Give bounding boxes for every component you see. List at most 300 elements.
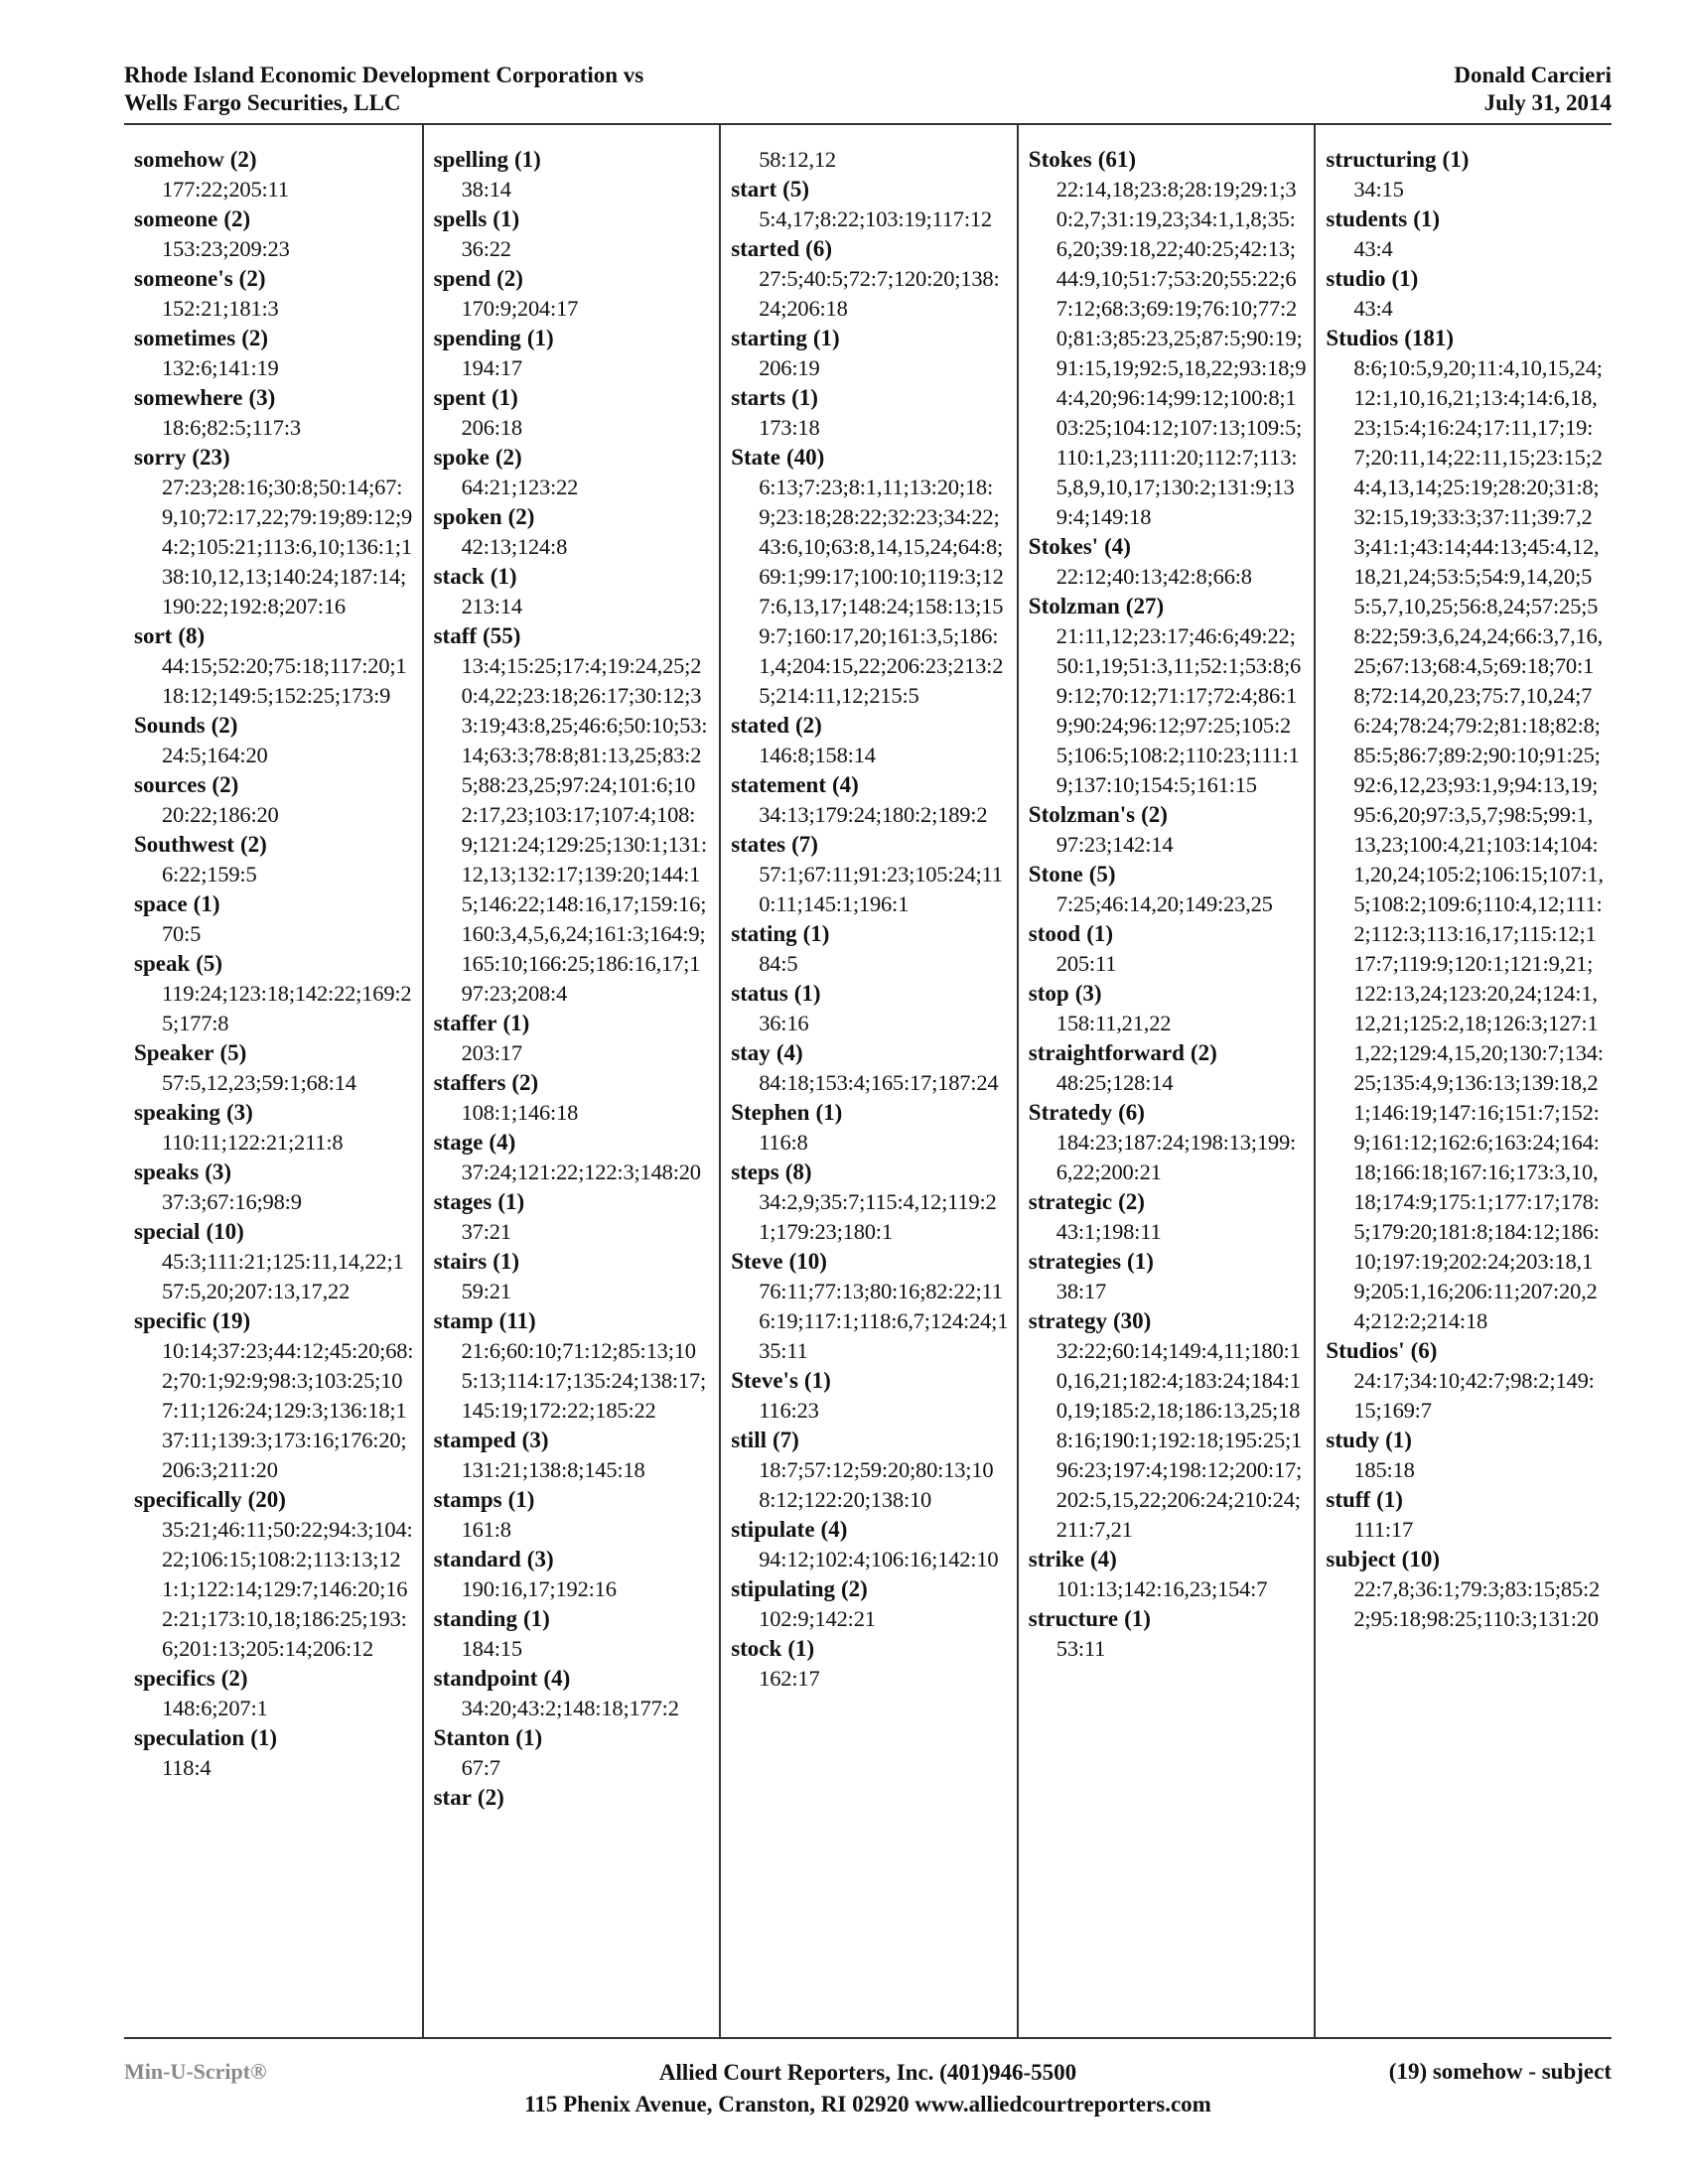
index-entry [434, 1604, 712, 1664]
term-count: (1) [526, 326, 554, 350]
index-term [434, 621, 712, 651]
index-term [731, 830, 1009, 860]
term-count: (1) [1086, 921, 1114, 946]
term-count: (1) [490, 564, 517, 589]
index-term [731, 1426, 1009, 1455]
index-term [1326, 145, 1604, 175]
page-line-refs: 32:22;60:14;149:4,11;180:10,16,21;182:4;183:24;184:10,19;185:2,18;186:13,25;188:16;190:1;192:18;195:25;196:23;197:4;198:12;200:17;202:5,15,22;206:24;210:24;211:7,21 [1055, 1338, 1303, 1542]
index-term [1029, 860, 1307, 889]
index-entry [434, 1247, 712, 1306]
term-count: (2) [1141, 802, 1168, 827]
term-word: stipulate [731, 1517, 815, 1542]
term-count: (30) [1112, 1308, 1152, 1333]
term-word: subject [1326, 1547, 1396, 1571]
index-column-1 [124, 125, 422, 2037]
term-word: stamped [433, 1428, 516, 1452]
index-column-2 [422, 125, 720, 2037]
term-word: Southwest [134, 832, 234, 857]
index-term [434, 145, 712, 175]
term-word: specific [134, 1308, 207, 1333]
index-term [731, 919, 1009, 949]
index-term [1326, 1485, 1604, 1515]
page-line-refs: 101:13;142:16,23;154:7 [1055, 1576, 1268, 1601]
index-entry [1029, 860, 1307, 919]
index-term [434, 383, 712, 413]
term-count: (1) [815, 1100, 843, 1125]
term-word: spelling [433, 147, 509, 172]
index-entry [434, 1783, 712, 1813]
case-title-line1: Rhode Island Economic Development Corporation vs [124, 63, 644, 87]
term-count: (23) [192, 445, 230, 470]
index-term [134, 443, 414, 473]
term-word: sometimes [134, 326, 236, 350]
index-term [731, 383, 1009, 413]
term-word: stock [731, 1636, 782, 1661]
index-entry [731, 1098, 1009, 1158]
index-entry [731, 830, 1009, 919]
case-title-line2: Wells Fargo Securities, LLC [124, 90, 401, 115]
page-line-refs: 13:4;15:25;17:4;19:24,25;20:4,22;23:18;26:17;30:12;33:19;43:8,25;46:6;50:10;53:14;63:3;78:8;81:13,25;83:25;88:23,25;97:24;101:6;102:17,23;103:17;107:4;108:9;121:24;129:25;130:1;131:12,13;132:17;139:20;144:15;146:22;148:16,17;159:16;160:3,4,5,6,24;161:3;164:9;165:10;166:25;186:16,17;197:23;208:4 [461, 653, 708, 1006]
term-count: (40) [786, 445, 825, 470]
index-entry [434, 562, 712, 621]
term-word: Stone [1028, 862, 1083, 887]
page-range-label: (19) somehow - subject [1388, 2059, 1612, 2084]
index-term [1326, 1426, 1604, 1455]
index-term [134, 1217, 414, 1247]
term-count: (1) [803, 1368, 831, 1393]
term-word: Stolzman [1028, 594, 1120, 618]
index-entry [1326, 1485, 1604, 1545]
term-count: (8) [784, 1160, 812, 1184]
index-term [731, 324, 1009, 353]
term-word: spells [433, 206, 488, 231]
index-term [731, 770, 1009, 800]
term-count: (4) [489, 1130, 516, 1155]
term-word: started [731, 236, 800, 261]
term-word: strategic [1028, 1189, 1113, 1214]
term-count: (2) [229, 147, 257, 172]
term-count: (1) [791, 385, 818, 410]
index-entry [134, 205, 414, 264]
index-entry [731, 1038, 1009, 1098]
index-term [134, 205, 414, 234]
page-line-refs: 161:8 [461, 1517, 511, 1542]
term-count: (2) [211, 772, 239, 797]
index-entry [731, 443, 1009, 711]
index-term [1029, 1306, 1307, 1336]
index-term [134, 383, 414, 413]
index-entry [434, 1306, 712, 1426]
index-entry [434, 383, 712, 443]
index-term [134, 1723, 414, 1753]
term-word: stairs [433, 1249, 488, 1274]
index-entry [134, 1306, 414, 1485]
index-entry [434, 264, 712, 324]
index-term [434, 324, 712, 353]
page-line-refs: 152:21;181:3 [162, 296, 279, 321]
term-count: (5) [196, 951, 223, 976]
index-term [434, 1128, 712, 1158]
index-column-5 [1314, 125, 1612, 2037]
term-count: (2) [511, 1070, 539, 1095]
term-word: somewhere [134, 385, 243, 410]
index-entry [1029, 145, 1307, 532]
deposition-date: July 31, 2014 [1483, 90, 1612, 115]
term-count: (1) [507, 1487, 535, 1512]
term-word: Stanton [433, 1725, 510, 1750]
term-word: someone's [134, 266, 233, 291]
term-word: students [1326, 206, 1408, 231]
index-entry [731, 324, 1009, 383]
term-word: starting [731, 326, 807, 350]
page-line-refs: 116:8 [759, 1130, 808, 1155]
page-header [124, 62, 1612, 121]
index-entry [1029, 1306, 1307, 1545]
index-column-4 [1017, 125, 1315, 2037]
index-entry [434, 502, 712, 562]
index-entry [134, 1217, 414, 1306]
term-word: special [134, 1219, 201, 1244]
term-count: (10) [788, 1249, 827, 1274]
term-word: Stokes' [1028, 534, 1099, 559]
term-count: (1) [802, 921, 830, 946]
term-word: Studios [1326, 326, 1399, 350]
index-entry [731, 234, 1009, 324]
term-word: stated [731, 713, 789, 738]
index-entry [134, 711, 414, 770]
index-term [731, 1158, 1009, 1187]
term-count: (2) [223, 206, 251, 231]
term-count: (1) [1391, 266, 1419, 291]
term-count: (4) [543, 1666, 571, 1691]
term-word: Steve's [731, 1368, 798, 1393]
index-entry [1029, 592, 1307, 800]
term-word: Sounds [134, 713, 206, 738]
page-line-refs: 185:18 [1353, 1457, 1415, 1482]
index-entry [1029, 800, 1307, 860]
term-word: still [731, 1428, 767, 1452]
page-line-refs: 34:15 [1353, 177, 1404, 202]
index-term [134, 1664, 414, 1694]
term-word: structure [1028, 1606, 1119, 1631]
footer-divider [124, 2037, 1612, 2039]
term-count: (5) [1088, 862, 1116, 887]
index-term [434, 1009, 712, 1038]
index-term [1029, 919, 1307, 949]
page-line-refs: 190:16,17;192:16 [461, 1576, 617, 1601]
index-term [1029, 1604, 1307, 1634]
term-word: somehow [134, 147, 224, 172]
brand-mark: Min-U-Script® [124, 2059, 267, 2084]
page-line-refs: 44:15;52:20;75:18;117:20;118:12;149:5;152:25;173:9 [162, 653, 407, 708]
page-line-refs: 37:3;67:16;98:9 [162, 1189, 302, 1214]
term-count: (2) [494, 445, 522, 470]
index-term [1029, 1038, 1307, 1068]
company-address-web: 115 Phenix Avenue, Cranston, RI 02920 www.alliedcourtreporters.com [524, 2092, 1211, 2116]
index-term [1326, 324, 1604, 353]
index-entry [1326, 1545, 1604, 1634]
index-term [134, 264, 414, 294]
term-word: Stephen [731, 1100, 810, 1125]
page-line-refs: 84:18;153:4;165:17;187:24 [759, 1070, 999, 1095]
index-term [1326, 1336, 1604, 1366]
term-count: (3) [205, 1160, 232, 1184]
term-word: structuring [1326, 147, 1437, 172]
term-count: (1) [1124, 1606, 1151, 1631]
term-count: (2) [1118, 1189, 1145, 1214]
index-term [1029, 979, 1307, 1009]
term-count: (4) [775, 1040, 803, 1065]
index-term [134, 1306, 414, 1336]
index-entry [731, 1574, 1009, 1634]
term-count: (1) [515, 1725, 543, 1750]
page-line-refs: 205:11 [1055, 951, 1117, 976]
term-word: staffers [433, 1070, 506, 1095]
index-term [434, 1485, 712, 1515]
term-count: (2) [1190, 1040, 1217, 1065]
page-line-refs: 110:11;122:21;211:8 [162, 1130, 344, 1155]
term-count: (20) [247, 1487, 286, 1512]
witness-info [1454, 62, 1612, 117]
term-count: (3) [225, 1100, 253, 1125]
page-line-refs: 38:14 [461, 177, 511, 202]
page-line-refs: 119:24;123:18;142:22;169:25;177:8 [162, 981, 412, 1035]
index-entry [134, 324, 414, 383]
index-term [1326, 264, 1604, 294]
term-count: (3) [521, 1428, 549, 1452]
term-word: someone [134, 206, 218, 231]
term-word: sources [134, 772, 207, 797]
page-line-refs: 36:16 [759, 1011, 809, 1035]
term-count: (4) [1104, 534, 1131, 559]
index-entry [434, 205, 712, 264]
index-entry [134, 1485, 414, 1664]
page-line-refs: 76:11;77:13;80:16;82:22;116:19;117:1;118:6,7;124:24;135:11 [759, 1279, 1009, 1363]
index-term [1029, 1247, 1307, 1277]
term-count: (2) [496, 266, 523, 291]
term-word: strike [1028, 1547, 1084, 1571]
term-word: speculation [134, 1725, 245, 1750]
index-entry [731, 1247, 1009, 1366]
term-count: (1) [793, 981, 821, 1006]
page-line-refs: 22:12;40:13;42:8;66:8 [1055, 564, 1252, 589]
page-line-refs: 22:14,18;23:8;28:19;29:1;30:2,7;31:19,23;34:1,1,8;35:6,20;39:18,22;40:25;42:13;44:9,10;51:7;53:20;55:22;67:12;68:3;69:19;76:10;77:20;81:3;85:23,25;87:5;90:19;91:15,19;92:5,18,22;93:18;94:4,20;96:14;99:12;100:8;103:25;104:12;107:13;109:5;110:1,23;111:20;112:7;113:5,8,9,10,17;130:2;131:9;139:4;149:18 [1055, 177, 1307, 529]
company-name-phone: Allied Court Reporters, Inc. (401)946-5500 [658, 2060, 1077, 2085]
term-count: (10) [206, 1219, 244, 1244]
witness-name: Donald Carcieri [1454, 63, 1612, 87]
page-line-refs: 206:18 [461, 415, 522, 440]
term-count: (61) [1097, 147, 1137, 172]
term-word: standpoint [433, 1666, 538, 1691]
page-line-refs: 118:4 [162, 1755, 211, 1780]
page-line-refs: 59:21 [461, 1279, 511, 1303]
page-line-refs: 45:3;111:21;125:11,14,22;157:5,20;207:13,17,22 [162, 1249, 404, 1303]
index-entry [1029, 532, 1307, 592]
index-entry [1326, 1336, 1604, 1426]
term-count: (5) [782, 177, 809, 202]
index-term [731, 175, 1009, 205]
term-word: staff [433, 623, 478, 648]
term-word: star [433, 1785, 472, 1810]
term-word: Stolzman's [1028, 802, 1136, 827]
page-line-refs: 70:5 [162, 921, 202, 946]
page-line-refs: 53:11 [1055, 1636, 1106, 1661]
page-line-refs: 131:21;138:8;145:18 [461, 1457, 645, 1482]
index-term [731, 711, 1009, 741]
term-count: (19) [211, 1308, 251, 1333]
index-term [1029, 592, 1307, 621]
term-word: space [134, 891, 188, 916]
page-line-refs: 24:17;34:10;42:7;98:2;149:15;169:7 [1353, 1368, 1595, 1423]
term-word: stages [433, 1189, 492, 1214]
page-line-refs: 42:13;124:8 [461, 534, 568, 559]
page-line-refs: 43:1;198:11 [1055, 1219, 1162, 1244]
term-word: straightforward [1028, 1040, 1185, 1065]
page-line-refs: 116:23 [759, 1398, 819, 1423]
term-count: (1) [492, 1249, 520, 1274]
term-count: (3) [248, 385, 276, 410]
index-term [731, 1515, 1009, 1545]
page-line-refs: 35:21;46:11;50:22;94:3;104:22;106:15;108:2;113:13;121:1;122:14;129:7;146:20;162:21;173:10,18;186:25;193:6;201:13;205:14;206:12 [162, 1517, 413, 1661]
page-line-refs: 27:23;28:16;30:8;50:14;67:9,10;72:17,22;79:19;89:12;94:2;105:21;113:6,10;136:1;138:10,12,13;140:24;187:14;190:22;192:8;207:16 [162, 475, 413, 618]
index-term [134, 1098, 414, 1128]
page-line-refs: 64:21;123:22 [461, 475, 579, 499]
index-term [134, 1485, 414, 1515]
page-line-refs: 158:11,21,22 [1055, 1011, 1172, 1035]
index-term [134, 145, 414, 175]
index-entry [731, 770, 1009, 830]
index-term [434, 205, 712, 234]
page-footer [124, 2055, 1612, 2115]
index-entry [434, 1187, 712, 1247]
index-term [1029, 800, 1307, 830]
term-count: (55) [483, 623, 521, 648]
index-term [434, 264, 712, 294]
page-line-refs: 194:17 [461, 355, 522, 380]
page-line-refs: 22:7,8;36:1;79:3;83:15;85:22;95:18;98:25;110:3;131:20 [1353, 1576, 1601, 1631]
index-term [134, 711, 414, 741]
page-line-refs: 43:4 [1353, 236, 1393, 261]
index-term [134, 1158, 414, 1187]
term-count: (1) [812, 326, 840, 350]
index-entry [434, 145, 712, 205]
term-word: standard [433, 1547, 521, 1571]
page-line-refs: 94:12;102:4;106:16;142:10 [759, 1547, 999, 1571]
index-entry [731, 383, 1009, 443]
term-count: (2) [220, 1666, 248, 1691]
term-count: (1) [497, 1189, 525, 1214]
index-term [1029, 1187, 1307, 1217]
term-count: (6) [1410, 1338, 1438, 1363]
page-line-refs: 177:22;205:11 [162, 177, 289, 202]
page-line-refs: 184:15 [461, 1636, 522, 1661]
index-entry [434, 1664, 712, 1723]
index-term [134, 324, 414, 353]
index-term [134, 889, 414, 919]
term-count: (27) [1125, 594, 1165, 618]
term-word: states [731, 832, 786, 857]
page-line-refs: 37:21 [461, 1219, 511, 1244]
index-entry [731, 711, 1009, 770]
index-entry [434, 1723, 712, 1783]
index-entry [134, 770, 414, 830]
term-word: Speaker [134, 1040, 214, 1065]
term-count: (1) [787, 1636, 815, 1661]
index-entry [434, 1545, 712, 1604]
index-term [434, 1306, 712, 1336]
page-line-refs: 184:23;187:24;198:13;199:6,22;200:21 [1055, 1130, 1297, 1184]
index-entry [134, 830, 414, 889]
index-entry [434, 443, 712, 502]
term-word: stamp [433, 1308, 493, 1333]
page-line-refs: 36:22 [461, 236, 511, 261]
page-line-refs: 34:2,9;35:7;115:4,12;119:21;179:23;180:1 [759, 1189, 997, 1244]
index-entry [731, 919, 1009, 979]
term-count: (1) [1127, 1249, 1154, 1274]
term-word: standing [433, 1606, 517, 1631]
index-term [434, 1664, 712, 1694]
term-word: staffer [433, 1011, 497, 1035]
index-term [434, 1187, 712, 1217]
page-line-refs: 132:6;141:19 [162, 355, 279, 380]
index-entry [1029, 1098, 1307, 1187]
term-word: speak [134, 951, 191, 976]
index-column-3 [719, 125, 1017, 2037]
index-term [731, 234, 1009, 264]
term-count: (1) [1385, 1428, 1412, 1452]
index-entry [1029, 919, 1307, 979]
index-term [434, 502, 712, 532]
term-count: (2) [239, 832, 267, 857]
term-count: (5) [219, 1040, 247, 1065]
page-line-refs: 108:1;146:18 [461, 1100, 579, 1125]
index-entry [134, 1098, 414, 1158]
term-count: (1) [1442, 147, 1470, 172]
index-entry [434, 1128, 712, 1187]
index-term [731, 1098, 1009, 1128]
term-count: (4) [820, 1517, 848, 1542]
index-entry [1326, 205, 1604, 264]
index-term [134, 621, 414, 651]
term-word: studio [1326, 266, 1386, 291]
term-word: steps [731, 1160, 779, 1184]
term-word: study [1326, 1428, 1380, 1452]
term-word: spending [433, 326, 521, 350]
term-count: (1) [250, 1725, 278, 1750]
term-count: (4) [831, 772, 859, 797]
term-count: (2) [477, 1785, 504, 1810]
index-entry [134, 1158, 414, 1217]
term-word: spoken [433, 504, 502, 529]
term-count: (3) [1074, 981, 1102, 1006]
index-entry [1029, 1545, 1307, 1604]
term-word: Stokes [1028, 147, 1092, 172]
index-entry [134, 949, 414, 1038]
index-term [434, 1247, 712, 1277]
case-caption [124, 62, 643, 117]
page-line-refs: 8:6;10:5,9,20;11:4,10,15,24;12:1,10,16,21;13:4;14:6,18,23;15:4;16:24;17:11,17;19:7;20:11,14;22:11,15;23:15;24:4,13,14;25:19;28:20;31:8;32:15,19;33:3;37:11;39:7,23;41:1;43:14;44:13;45:4,12,18,21,24;53:5;54:9,14,20;55:5,7,10,25;56:8,24;57:25;58:22;59:3,6,24,24;66:3,7,16,25;67:13;68:4,5;69:18;70:18;72:14,20,23;75:7,10,24;76:24;78:24;79:2;81:18;82:8;85:5;86:7;89:2;90:10;91:25;92:6,12,23;93:1,9;94:13,19;95:6,20;97:3,5,7;98:5;99:1,13,23;100:4,21;103:14;104:1,20,24;105:2;106:15;107:1,5;108:2;109:6;110:4,12;111:2;112:3;113:16,17;115:12;117:7;119:9;120:1;121:9,21;122:13,24;123:20,24;124:1,12,21;125:2,18;126:3;127:11,22;129:4,15,20;130:7;134:25;135:4,9;136:13;139:18,21;146:19;147:16;151:7;152:9;161:12;162:6;163:24;164:18;166:18;167:16;173:3,10,18;174:9;175:1;177:17;178:5;179:20;181:8;184:12;186:10;197:19;202:24;203:18,19;205:1,16;206:11;207:20,24;212:2;214:18 [1353, 355, 1604, 1333]
index-term [134, 830, 414, 860]
index-entry [134, 383, 414, 443]
term-word: strategies [1028, 1249, 1122, 1274]
page-line-refs: 84:5 [759, 951, 798, 976]
page-line-refs: 58:12,12 [759, 147, 836, 172]
term-count: (1) [492, 385, 518, 410]
term-word: specifics [134, 1666, 215, 1691]
index-term [434, 562, 712, 592]
term-word: sorry [134, 445, 187, 470]
term-count: (3) [526, 1547, 554, 1571]
